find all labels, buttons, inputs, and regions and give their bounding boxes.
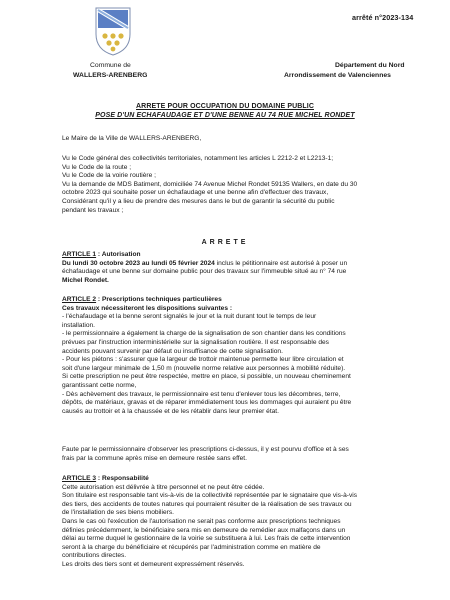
article-3-line: seront à la charge du bénéficiaire et récupérés par l'administration comme en matière de [62,543,321,551]
article-3-line: des tiers, des accidents de toutes natures qui pourraient résulter de la réalisation de ses travaux ou [62,500,352,508]
article-3-line: contributions directes. [62,552,127,560]
vu-line: Vu le Code de la route ; [62,163,132,171]
vu-line: Vu la demande de MDS Batiment, domiciliée 74 Avenue Michel Rondet 59135 Wallers, en date du 30 [62,180,358,188]
article-1-line [62,268,400,277]
article-2-subheading: Ces travaux nécessiteront les dispositions suivantes : [62,304,233,312]
article-2 [62,296,400,416]
article-2-line: - Pour les piétons : s'assurer que la largeur de trottoir maintenue permette leur libre circulation et [62,356,344,364]
article-2-line: installation. [62,321,95,329]
commune-label: Commune de [90,62,131,69]
article-2-line: garantissant cette norme, [62,381,137,389]
article-2-title: : Prescriptions techniques particulières [96,296,222,303]
vu-line: Vu le Code général des collectivités territoriales, notamment les articles L 2212-2 et L2213-1; [62,155,334,162]
article-2-line: Si cette prescription ne peut être respectée, mettre en place, si possible, un nouveau cheminement [62,373,351,381]
vu-line: Vu le Code de la voirie routière ; [62,172,156,180]
arrete-heading: ARRETE [201,239,249,246]
penalty-line: frais par la commune après mise en demeure restée sans effet. [62,454,247,462]
article-2-line: prévues par l'instruction interministérielle sur la signalisation routière. Il est responsable des [62,338,329,346]
article-2-line: - l'échafaudage et la benne seront signalés le jour et la nuit durant tout le temps de leur [62,313,317,321]
article-3-line: Son titulaire est responsable tant vis-à-vis de la collectivité représentée par le signataire que vis-à-vis [62,492,358,500]
penalty-line: Faute par le permissionnaire d'observer les prescriptions ci-dessus, il y est pourvu d'office et à ses [62,446,349,453]
article-2-line: soit d'une largeur minimale de 1,50 m (nouvelle norme relative aux personnes à mobilité réduite). [62,364,346,372]
commune-name: WALLERS-ARENBERG [73,72,148,79]
arrete-number: arrêté n°2023-134 [352,13,414,22]
article-2-heading [62,296,400,305]
vu-line: Considérant qu'il y a lieu de prendre des mesures dans le but de garantir la sécurité du public [62,197,335,205]
article-3 [62,475,400,570]
article-1-text: échafaudage et une benne sur domaine public pour des travaux sur l'immeuble situé au n° 74 rue [62,268,347,276]
penalty-paragraph [62,446,400,463]
article-1-dates: Du lundi 30 octobre 2023 au lundi 05 février 2024 [62,259,215,267]
maire-statement: Le Maire de la Ville de WALLERS-ARENBERG, [62,135,202,142]
arrondissement-name: Arrondissement de Valenciennes [284,72,391,79]
article-3-line: définies précédemment, le bénéficiaire sera mis en demeure de remédier aux malfaçons dans un [62,526,346,534]
article-2-number: ARTICLE 2 [62,296,97,303]
article-3-title: : Responsabilité [96,475,149,482]
article-1 [62,251,400,285]
article-1-text: inclus le pétitionnaire est autorisé à poser un [214,259,348,267]
article-3-line: Cette autorisation est délivrée à titre personnel et ne peut être cédée. [62,483,265,491]
vu-considerant-block [62,155,400,215]
article-3-number: ARTICLE 3 [62,475,97,482]
article-2-line: causés au trottoir et à la chaussée et de les rétablir dans leur premier état. [62,407,279,415]
article-2-line: dépôts, de matériaux, gravas et de réparer immédiatement tous les dommages qui auraient pu être [62,399,352,407]
article-3-heading [62,475,400,484]
article-2-line: - Dès achèvement des travaux, le permissionnaire est tenu d'enlever tous les décombres, terre, [62,390,341,398]
article-1-heading [62,251,400,260]
article-1-line [62,260,400,269]
article-3-line: Dans le cas où l'exécution de l'autorisation ne serait pas conforme aux prescriptions techniques [62,517,341,525]
article-1-line [62,277,400,286]
vu-line: octobre 2023 qui souhaite poser un échafaudage et une benne afin d'effectuer des travaux, [62,189,329,197]
vu-line: pendant les travaux ; [62,206,124,214]
article-2-line: accidents pouvant survenir par défaut ou insuffisance de cette signalisation. [62,347,283,355]
article-1-street: Michel Rondet. [62,276,109,284]
department-name: Département du Nord [335,62,405,69]
document-title: ARRETE POUR OCCUPATION DU DOMAINE PUBLIC [136,103,314,110]
commune-crest-logo [94,6,132,56]
article-1-number: ARTICLE 1 [62,251,97,258]
article-3-line: délai au terme duquel le gestionnaire de la voirie se substituera à lui. Les frais de cette intervention [62,535,351,543]
article-3-line: de l'installation de ses biens mobiliers. [62,509,174,517]
article-2-line: - le permissionnaire a également la charge de la signalisation de son chantier dans les conditions [62,330,346,338]
article-1-title: : Autorisation [96,251,141,258]
article-3-line: Les droits des tiers sont et demeurent expressément réservés. [62,560,245,568]
document-subtitle: POSE D'UN ECHAFAUDAGE ET D'UNE BENNE AU 74 RUE MICHEL RONDET [95,112,355,119]
